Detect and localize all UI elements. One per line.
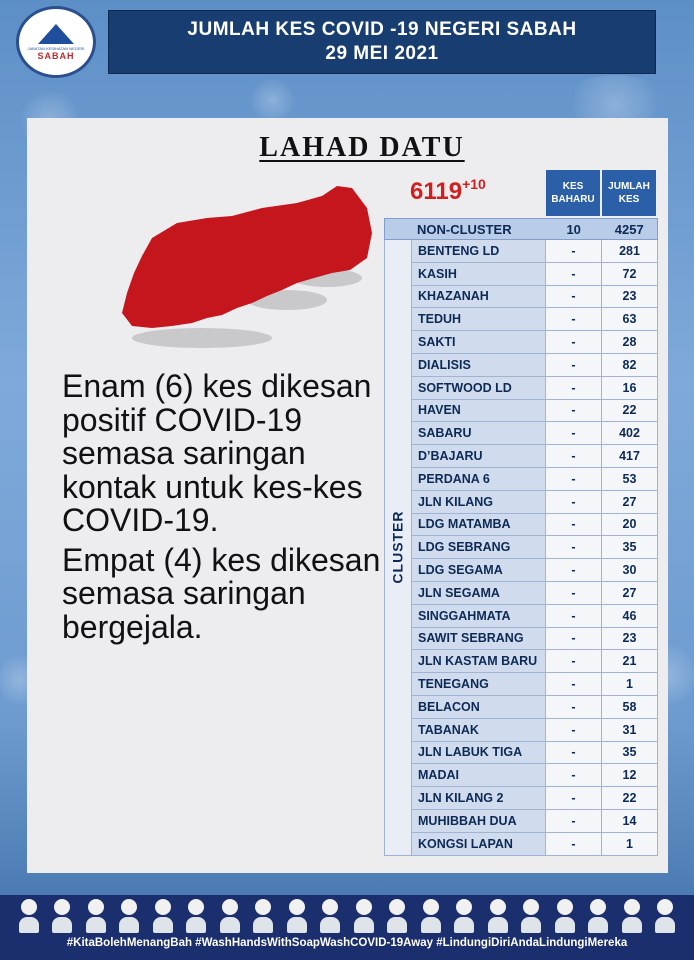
non-cluster-label: NON-CLUSTER: [417, 221, 512, 237]
cluster-new: -: [546, 650, 602, 673]
person-icon: [220, 899, 240, 933]
content-panel: [27, 118, 668, 873]
cluster-total: 22: [602, 787, 658, 810]
table-row: [412, 331, 658, 354]
person-icon: [521, 899, 541, 933]
cluster-name: JLN KILANG: [412, 491, 546, 514]
table-row: [412, 582, 658, 605]
cluster-name: SAWIT SEBRANG: [412, 628, 546, 651]
table-row: [412, 764, 658, 787]
table-row: [412, 673, 658, 696]
cluster-total: 35: [602, 536, 658, 559]
cluster-total: 27: [602, 491, 658, 514]
cluster-new: -: [546, 810, 602, 833]
person-icon: [555, 899, 575, 933]
cluster-name: JLN LABUK TIGA: [412, 742, 546, 765]
person-icon: [253, 899, 273, 933]
logo-subtext: JABATAN KESIHATAN NEGERI: [27, 45, 85, 51]
case-description: [62, 370, 382, 650]
cluster-new: -: [546, 833, 602, 856]
cluster-new: -: [546, 468, 602, 491]
table-row: [412, 354, 658, 377]
cluster-new: -: [546, 582, 602, 605]
cluster-total: 16: [602, 377, 658, 400]
cluster-name: SOFTWOOD LD: [412, 377, 546, 400]
person-icon: [454, 899, 474, 933]
cluster-total: 30: [602, 559, 658, 582]
cluster-total: 72: [602, 263, 658, 286]
table-row: [412, 536, 658, 559]
frontliner-avatars: [12, 899, 682, 935]
table-row: [412, 400, 658, 423]
table-row: [412, 696, 658, 719]
cluster-new: -: [546, 514, 602, 537]
person-icon: [488, 899, 508, 933]
cluster-total: 23: [602, 628, 658, 651]
agency-logo: [16, 6, 96, 78]
person-icon: [421, 899, 441, 933]
cluster-new: -: [546, 422, 602, 445]
cluster-name: SABARU: [412, 422, 546, 445]
cluster-label-text: CLUSTER: [390, 510, 406, 584]
cluster-total: 12: [602, 764, 658, 787]
cluster-total: 35: [602, 742, 658, 765]
cluster-total: 23: [602, 286, 658, 309]
table-row: [412, 742, 658, 765]
cluster-new: -: [546, 559, 602, 582]
person-icon: [119, 899, 139, 933]
cluster-total: 1: [602, 673, 658, 696]
cluster-name: LDG SEBRANG: [412, 536, 546, 559]
district-name: LAHAD DATU: [259, 132, 465, 163]
cluster-name: JLN SEGAMA: [412, 582, 546, 605]
col-header-new: KES BAHARU: [546, 170, 600, 216]
footer-banner: [0, 895, 694, 960]
non-cluster-row: [384, 218, 658, 240]
non-cluster-new: 10: [566, 221, 581, 237]
table-row: [412, 628, 658, 651]
table-row: [412, 787, 658, 810]
cluster-total: 31: [602, 719, 658, 742]
table-row: [412, 719, 658, 742]
hashtags: #KitaBolehMenangBah #WashHandsWithSoapWashCOVID-19Away #LindungiDiriAndaLindungiMereka: [66, 937, 628, 949]
col-header-total: JUMLAH KES: [602, 170, 656, 216]
cluster-name: JLN KILANG 2: [412, 787, 546, 810]
logo-text: SABAH: [37, 50, 75, 61]
cluster-name: KONGSI LAPAN: [412, 833, 546, 856]
person-icon: [387, 899, 407, 933]
person-icon: [287, 899, 307, 933]
total-cases: [410, 176, 486, 206]
cluster-new: -: [546, 605, 602, 628]
table-row: [412, 833, 658, 856]
cluster-name: KASIH: [412, 263, 546, 286]
table-row: [412, 263, 658, 286]
cluster-name: TEDUH: [412, 308, 546, 331]
cluster-rows: [412, 240, 658, 856]
table-row: [412, 491, 658, 514]
cluster-name: SINGGAHMATA: [412, 605, 546, 628]
cluster-new: -: [546, 628, 602, 651]
cluster-new: -: [546, 400, 602, 423]
cluster-name: TABANAK: [412, 719, 546, 742]
table-row: [412, 377, 658, 400]
cluster-new: -: [546, 240, 602, 263]
cluster-total: 20: [602, 514, 658, 537]
table-row: [412, 650, 658, 673]
cluster-new: -: [546, 445, 602, 468]
table-row: [412, 240, 658, 263]
cluster-table: [384, 218, 658, 856]
title-line-1: JUMLAH KES COVID -19 NEGERI SABAH: [187, 19, 577, 40]
virus-decoration: [250, 78, 295, 123]
cluster-total: 281: [602, 240, 658, 263]
table-row: [412, 468, 658, 491]
person-icon: [186, 899, 206, 933]
cluster-label: [384, 240, 412, 856]
description-paragraph: Enam (6) kes dikesan positif COVID-19 semasa saringan kontak untuk kes-kes COVID-19.: [62, 368, 372, 538]
cluster-new: -: [546, 742, 602, 765]
table-row: [412, 605, 658, 628]
person-icon: [86, 899, 106, 933]
cluster-name: BELACON: [412, 696, 546, 719]
cluster-name: HAVEN: [412, 400, 546, 423]
table-row: [412, 286, 658, 309]
cluster-total: 417: [602, 445, 658, 468]
cluster-total: 27: [602, 582, 658, 605]
cluster-total: 21: [602, 650, 658, 673]
table-row: [412, 445, 658, 468]
person-icon: [52, 899, 72, 933]
table-row: [412, 308, 658, 331]
person-icon: [622, 899, 642, 933]
cluster-name: LDG MATAMBA: [412, 514, 546, 537]
table-row: [412, 422, 658, 445]
person-icon: [320, 899, 340, 933]
cluster-total: 28: [602, 331, 658, 354]
cluster-new: -: [546, 787, 602, 810]
cluster-total: 14: [602, 810, 658, 833]
cluster-new: -: [546, 764, 602, 787]
table-row: [412, 810, 658, 833]
cluster-new: -: [546, 286, 602, 309]
cluster-total: 63: [602, 308, 658, 331]
cluster-name: DIALISIS: [412, 354, 546, 377]
cluster-total: 46: [602, 605, 658, 628]
cluster-name: TENEGANG: [412, 673, 546, 696]
table-row: [412, 559, 658, 582]
district-map-icon: [82, 178, 372, 368]
cluster-total: 82: [602, 354, 658, 377]
cluster-name: JLN KASTAM BARU: [412, 650, 546, 673]
person-icon: [354, 899, 374, 933]
cluster-new: -: [546, 673, 602, 696]
cluster-new: -: [546, 331, 602, 354]
non-cluster-total: 4257: [614, 221, 644, 237]
cluster-total: 53: [602, 468, 658, 491]
new-count: +10: [462, 176, 486, 192]
cluster-name: MUHIBBAH DUA: [412, 810, 546, 833]
cluster-total: 402: [602, 422, 658, 445]
mountain-icon: [38, 24, 74, 44]
person-icon: [153, 899, 173, 933]
total-count: 6119: [410, 178, 463, 205]
cluster-total: 1: [602, 833, 658, 856]
cluster-new: -: [546, 308, 602, 331]
cluster-new: -: [546, 354, 602, 377]
cluster-block: [384, 240, 658, 856]
cluster-name: SAKTI: [412, 331, 546, 354]
page-title: [108, 10, 656, 74]
cluster-new: -: [546, 263, 602, 286]
person-icon: [655, 899, 675, 933]
cluster-total: 58: [602, 696, 658, 719]
cluster-new: -: [546, 377, 602, 400]
person-icon: [19, 899, 39, 933]
cluster-name: KHAZANAH: [412, 286, 546, 309]
person-icon: [588, 899, 608, 933]
cluster-new: -: [546, 696, 602, 719]
title-date: 29 MEI 2021: [325, 43, 439, 64]
cluster-name: BENTENG LD: [412, 240, 546, 263]
cluster-name: LDG SEGAMA: [412, 559, 546, 582]
cluster-new: -: [546, 491, 602, 514]
cluster-total: 22: [602, 400, 658, 423]
cluster-name: PERDANA 6: [412, 468, 546, 491]
cluster-name: D’BAJARU: [412, 445, 546, 468]
table-row: [412, 514, 658, 537]
cluster-name: MADAI: [412, 764, 546, 787]
cluster-new: -: [546, 719, 602, 742]
description-paragraph: Empat (4) kes dikesan semasa saringan bergejala.: [62, 541, 381, 645]
cluster-new: -: [546, 536, 602, 559]
